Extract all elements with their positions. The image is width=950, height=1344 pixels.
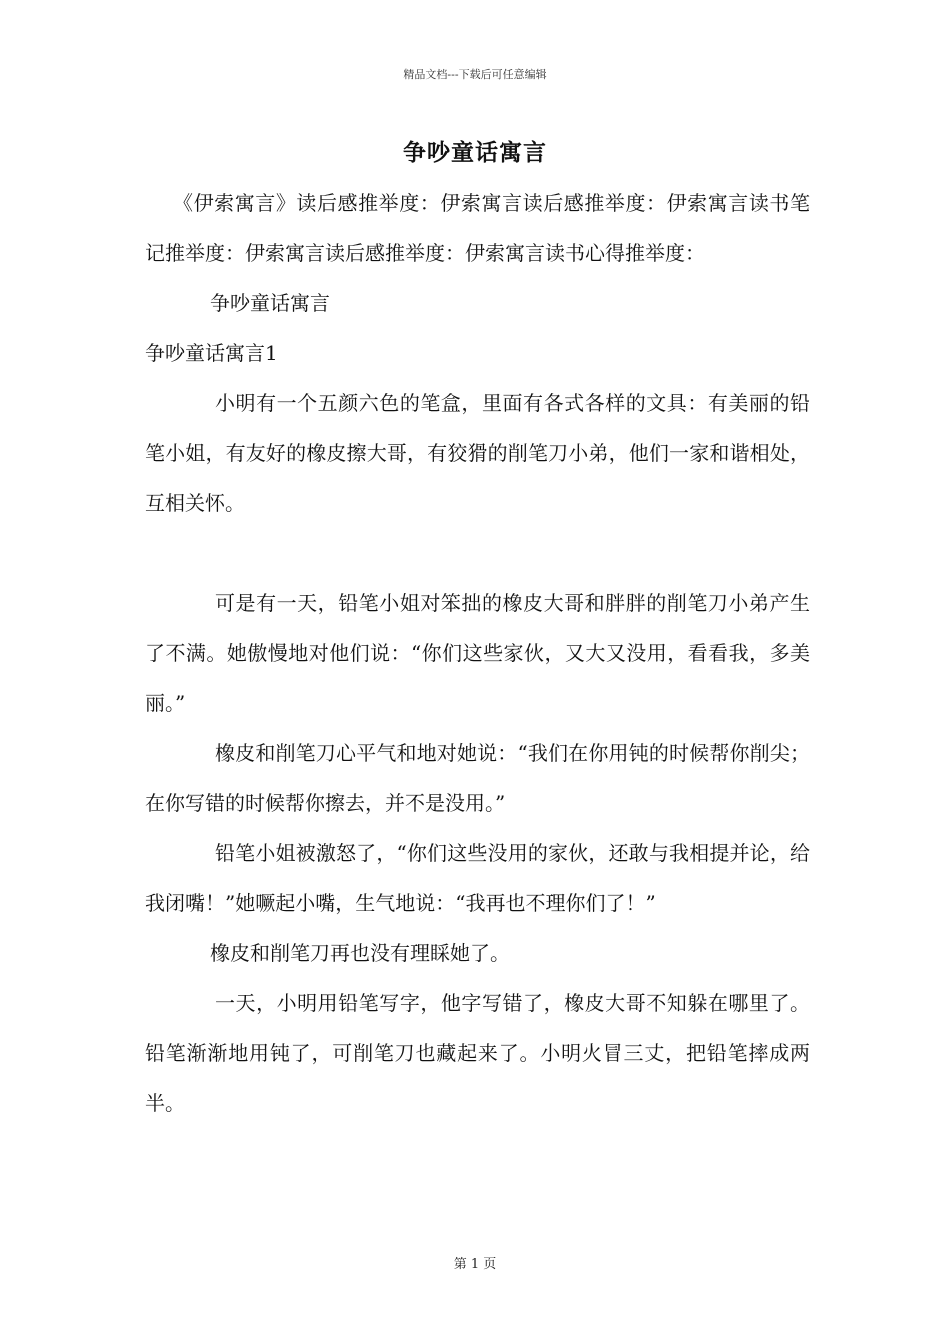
subtitle-line: 争吵童话寓言 <box>210 291 330 315</box>
document-body <box>145 178 810 1128</box>
story-paragraph-2: 可是有一天，铅笔小姐对笨拙的橡皮大哥和胖胖的削笔刀小弟产生了不满。她傲慢地对他们说：“你们这些家伙，又大又没用，看看我，多美丽。” <box>145 591 810 715</box>
document-title: 争吵童话寓言 <box>403 139 547 166</box>
story-paragraph-1: 小明有一个五颜六色的笔盒，里面有各式各样的文具：有美丽的铅笔小姐，有友好的橡皮擦大哥，有狡猾的削笔刀小弟，他们一家和谐相处，互相关怀。 <box>145 391 810 515</box>
story-paragraph-6: 一天，小明用铅笔写字，他字写错了，橡皮大哥不知躲在哪里了。铅笔渐渐地用钝了，可削笔刀也藏起来了。小明火冒三丈，把铅笔摔成两半。 <box>145 991 810 1115</box>
page-number: 第 1 页 <box>453 1257 497 1272</box>
page-header: 精品文档---下载后可任意编辑 <box>403 68 547 81</box>
story-paragraph-3: 橡皮和削笔刀心平气和地对她说：“我们在你用钝的时候帮你削尖；在你写错的时候帮你擦去，并不是没用。” <box>145 741 810 815</box>
paragraph-gap <box>145 528 810 578</box>
intro-paragraph: 《伊索寓言》读后感推举度：伊索寓言读后感推举度：伊索寓言读书笔记推举度：伊索寓言读后感推举度：伊索寓言读书心得推举度： <box>145 191 810 265</box>
story-paragraph-5: 橡皮和削笔刀再也没有理睬她了。 <box>210 941 510 965</box>
section-heading: 争吵童话寓言1 <box>145 341 278 365</box>
story-paragraph-4: 铅笔小姐被激怒了，“你们这些没用的家伙，还敢与我相提并论，给我闭嘴！”她噘起小嘴，生气地说：“我再也不理你们了！” <box>145 841 810 915</box>
